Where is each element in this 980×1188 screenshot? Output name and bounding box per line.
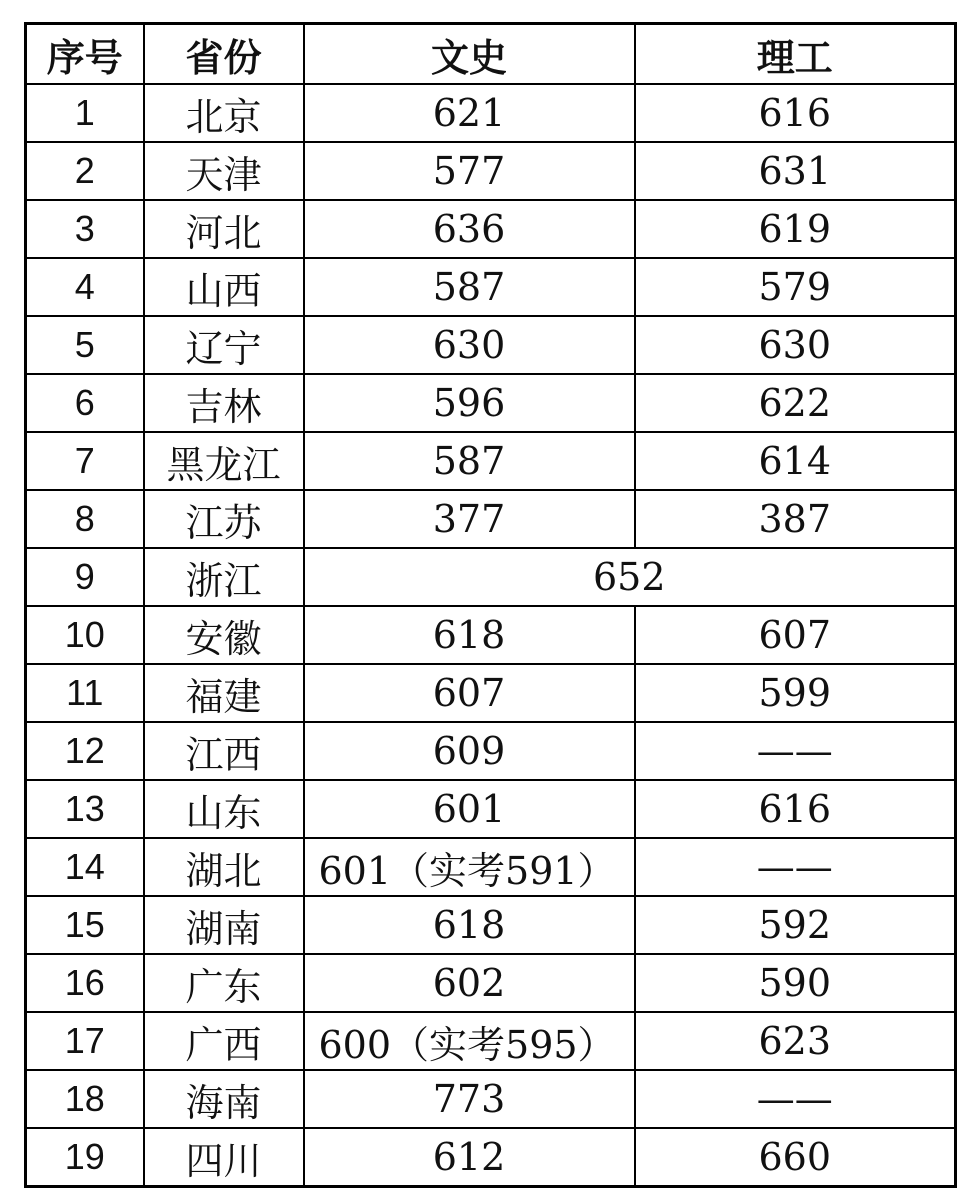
cell-ligong: 599	[635, 664, 956, 722]
cell-province: 海南	[144, 1070, 304, 1128]
cell-seq: 12	[26, 722, 144, 780]
cell-seq: 14	[26, 838, 144, 896]
cell-province: 广西	[144, 1012, 304, 1070]
header-wenshi: 文史	[304, 24, 635, 85]
cell-wenshi: 630	[304, 316, 635, 374]
table-row	[26, 838, 956, 896]
cell-province: 江西	[144, 722, 304, 780]
table-body	[26, 84, 956, 1187]
table-row	[26, 896, 956, 954]
cell-ligong: ——	[635, 722, 956, 780]
cell-seq: 16	[26, 954, 144, 1012]
cell-wenshi: 600（实考595）	[304, 1012, 635, 1070]
cell-seq: 15	[26, 896, 144, 954]
table-row	[26, 142, 956, 200]
table-row	[26, 954, 956, 1012]
table-row	[26, 722, 956, 780]
cell-wenshi: 602	[304, 954, 635, 1012]
table-row	[26, 374, 956, 432]
table-row	[26, 780, 956, 838]
cell-province: 湖南	[144, 896, 304, 954]
cell-ligong: 630	[635, 316, 956, 374]
table-row	[26, 606, 956, 664]
cell-wenshi: 773	[304, 1070, 635, 1128]
cell-wenshi: 601	[304, 780, 635, 838]
table-row	[26, 1070, 956, 1128]
cell-seq: 3	[26, 200, 144, 258]
cell-seq: 8	[26, 490, 144, 548]
cell-seq: 6	[26, 374, 144, 432]
cell-wenshi: 596	[304, 374, 635, 432]
header-ligong: 理工	[635, 24, 956, 85]
cell-seq: 18	[26, 1070, 144, 1128]
cell-ligong: ——	[635, 838, 956, 896]
cell-seq: 5	[26, 316, 144, 374]
cell-province: 湖北	[144, 838, 304, 896]
cell-province: 辽宁	[144, 316, 304, 374]
cell-wenshi: 607	[304, 664, 635, 722]
table-row	[26, 1012, 956, 1070]
cell-seq: 1	[26, 84, 144, 142]
cell-province: 广东	[144, 954, 304, 1012]
cell-seq: 17	[26, 1012, 144, 1070]
cell-seq: 2	[26, 142, 144, 200]
cell-ligong: 660	[635, 1128, 956, 1187]
table-row	[26, 84, 956, 142]
cell-province: 安徽	[144, 606, 304, 664]
cell-province: 浙江	[144, 548, 304, 606]
table-row	[26, 490, 956, 548]
cell-province: 四川	[144, 1128, 304, 1187]
table-row	[26, 316, 956, 374]
cell-wenshi: 618	[304, 896, 635, 954]
cell-province: 山东	[144, 780, 304, 838]
table-row	[26, 664, 956, 722]
cell-ligong: 622	[635, 374, 956, 432]
cell-wenshi: 587	[304, 258, 635, 316]
cell-wenshi: 621	[304, 84, 635, 142]
cell-province: 河北	[144, 200, 304, 258]
cell-province: 天津	[144, 142, 304, 200]
cell-ligong: 631	[635, 142, 956, 200]
cell-ligong: 592	[635, 896, 956, 954]
admission-score-table	[24, 22, 957, 1188]
cell-ligong: ——	[635, 1070, 956, 1128]
header-province: 省份	[144, 24, 304, 85]
cell-wenshi: 577	[304, 142, 635, 200]
cell-merged-score: 652	[304, 548, 956, 606]
cell-province: 山西	[144, 258, 304, 316]
table-row	[26, 548, 956, 606]
cell-ligong: 623	[635, 1012, 956, 1070]
cell-seq: 19	[26, 1128, 144, 1187]
cell-ligong: 607	[635, 606, 956, 664]
cell-seq: 9	[26, 548, 144, 606]
cell-ligong: 579	[635, 258, 956, 316]
cell-ligong: 616	[635, 84, 956, 142]
cell-province: 江苏	[144, 490, 304, 548]
cell-province: 黑龙江	[144, 432, 304, 490]
cell-seq: 7	[26, 432, 144, 490]
cell-seq: 10	[26, 606, 144, 664]
table-row	[26, 258, 956, 316]
cell-province: 北京	[144, 84, 304, 142]
cell-province: 福建	[144, 664, 304, 722]
score-sheet	[24, 22, 954, 1183]
cell-province: 吉林	[144, 374, 304, 432]
cell-wenshi: 587	[304, 432, 635, 490]
cell-wenshi: 618	[304, 606, 635, 664]
cell-wenshi: 612	[304, 1128, 635, 1187]
cell-seq: 4	[26, 258, 144, 316]
table-row	[26, 200, 956, 258]
header-seq: 序号	[26, 24, 144, 85]
table-row	[26, 432, 956, 490]
table-header-row	[26, 24, 956, 85]
cell-wenshi: 636	[304, 200, 635, 258]
table-row	[26, 1128, 956, 1187]
cell-wenshi: 377	[304, 490, 635, 548]
cell-seq: 13	[26, 780, 144, 838]
cell-ligong: 387	[635, 490, 956, 548]
cell-ligong: 590	[635, 954, 956, 1012]
cell-wenshi: 601（实考591）	[304, 838, 635, 896]
cell-seq: 11	[26, 664, 144, 722]
cell-ligong: 616	[635, 780, 956, 838]
cell-ligong: 619	[635, 200, 956, 258]
cell-wenshi: 609	[304, 722, 635, 780]
cell-ligong: 614	[635, 432, 956, 490]
